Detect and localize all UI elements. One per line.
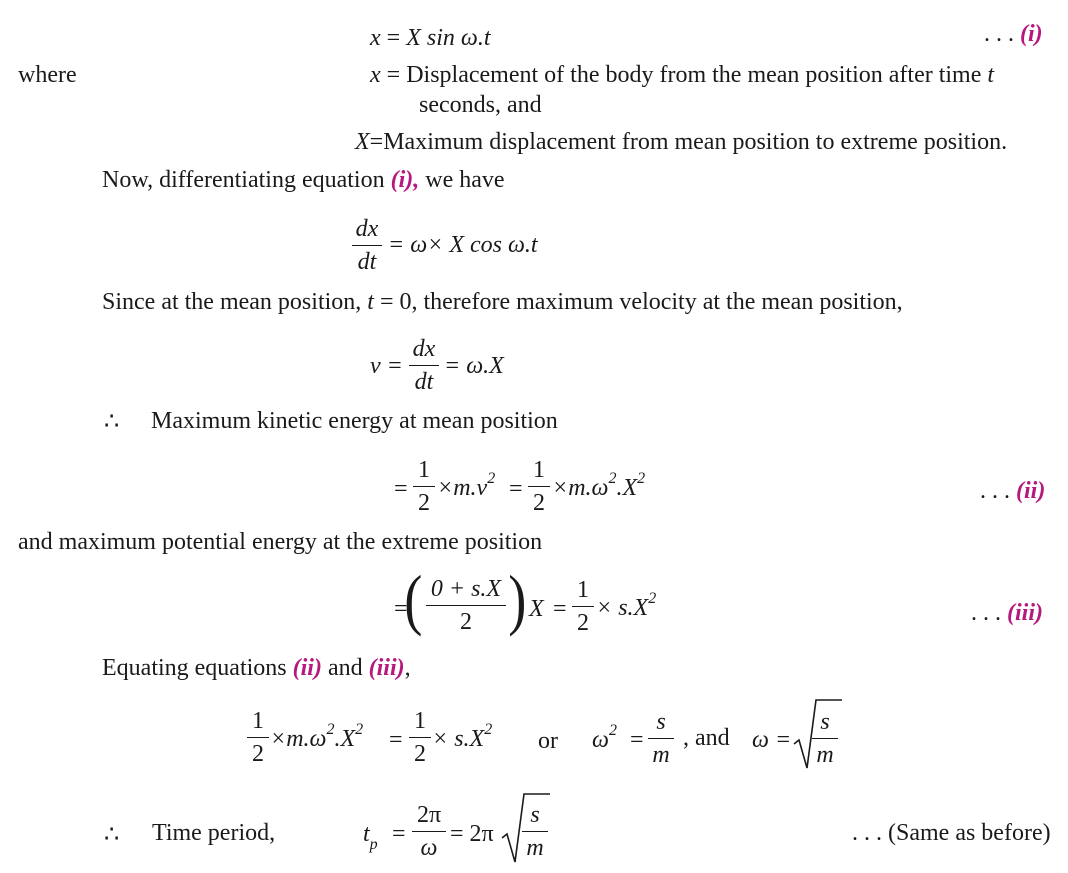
pe-text: and maximum potential energy at the extreme position xyxy=(18,529,543,555)
mean-t: t xyxy=(367,289,374,315)
dxdt-den: dt xyxy=(357,249,377,275)
x-def-eq: = xyxy=(386,62,401,88)
equation-iii-tag: . . . (iii) xyxy=(971,600,1043,626)
ke-term2: $\times m.\omega^2.X^2$ xyxy=(552,470,646,501)
x-def-sym: x xyxy=(370,62,381,88)
tp-sqrt-fraction: s m xyxy=(522,803,548,860)
pe-half: 1 2 xyxy=(572,578,594,635)
final-term1: $\times m.\omega^2.X^2$ xyxy=(270,721,364,752)
tp-eq2: = 2π xyxy=(450,821,494,847)
ke-eq1: = xyxy=(394,476,408,502)
ke-term1: $\times m.v^2$ xyxy=(437,470,496,501)
v-den: dt xyxy=(414,369,434,395)
equating-line: Equating equations (ii) and (iii), xyxy=(102,655,411,681)
v-num: dx xyxy=(412,336,436,362)
final-s-over-m: s m xyxy=(648,710,674,767)
ke-text: Maximum kinetic energy at mean position xyxy=(151,408,558,434)
x-def-text2: seconds, and xyxy=(419,92,542,118)
tp-fraction: 2π ω xyxy=(412,803,446,860)
final-or: or xyxy=(538,728,558,754)
mean-text1: Since at the mean position, xyxy=(102,289,362,315)
ke-half-1: 1 2 xyxy=(413,458,435,515)
X-def-eq: = xyxy=(369,129,384,155)
right-paren: ) xyxy=(508,561,527,637)
X-def-text: Maximum displacement from mean position to extreme position. xyxy=(383,129,1008,155)
equation-i-tag xyxy=(984,22,1043,46)
final-half-1: 1 2 xyxy=(247,709,269,766)
equation-i xyxy=(370,26,490,50)
eq1-eq: = xyxy=(386,25,401,51)
tp-eq: = xyxy=(392,821,406,847)
eq1-lhs: x xyxy=(370,25,381,51)
pe-fraction: 0 + s.X 2 xyxy=(426,577,506,634)
ke-eq2: = xyxy=(509,476,523,502)
x-def-text: Displacement of the body from the mean position after time xyxy=(406,62,982,88)
ke-half-2: 1 2 xyxy=(528,458,550,515)
equation-ii-tag: . . . (ii) xyxy=(980,478,1046,504)
X-definition xyxy=(355,130,1007,154)
dxdt-fraction xyxy=(352,217,382,274)
mean-position-line xyxy=(102,290,903,314)
diff-ref: (i), xyxy=(390,167,420,193)
therefore-symbol-2: ∴ xyxy=(104,822,120,848)
x-def-t: t xyxy=(987,62,995,88)
X-def-sym: X xyxy=(355,129,370,155)
eq1-tag-dots: . . . xyxy=(984,21,1014,47)
pe-eq2: = xyxy=(553,596,567,622)
where-word: where xyxy=(18,62,77,88)
v-fraction xyxy=(409,337,439,394)
therefore-symbol: ∴ xyxy=(104,409,120,435)
v-rhs: = ω.X xyxy=(444,353,504,379)
pe-term: × $s.X^2$ xyxy=(596,590,657,621)
final-half-2: 1 2 xyxy=(409,709,431,766)
tp-symbol: $t_p$ xyxy=(363,821,378,853)
final-sqrt-fraction: s m xyxy=(812,710,838,767)
final-omega-sq: $\omega^2$ xyxy=(592,722,617,753)
final-eq3: = xyxy=(630,727,644,753)
tp-note: . . . (Same as before) xyxy=(852,820,1051,846)
final-and: , and xyxy=(683,725,730,751)
final-omega-eq: ω = xyxy=(752,727,792,753)
diff-text2: we have xyxy=(425,167,505,193)
time-period-label: Time period, xyxy=(152,820,276,846)
pe-eq1: = xyxy=(394,596,408,622)
eq1-ref: (i) xyxy=(1020,21,1043,47)
final-eq: = xyxy=(389,727,403,753)
dxdt-num: dx xyxy=(355,216,379,242)
eq1-rhs: X sin ω.t xyxy=(406,25,491,51)
v-lhs: v = xyxy=(370,353,403,379)
final-term2: × $s.X^2$ xyxy=(432,721,493,752)
diff-text: Now, differentiating equation xyxy=(102,167,385,193)
pe-X: X xyxy=(529,596,544,622)
differentiating-line xyxy=(102,168,505,192)
x-definition xyxy=(370,63,994,87)
mean-text2: = 0, therefore maximum velocity at the mean position, xyxy=(379,289,903,315)
dxdt-rhs: = ω× X cos ω.t xyxy=(388,232,538,258)
left-paren: ( xyxy=(404,561,423,637)
